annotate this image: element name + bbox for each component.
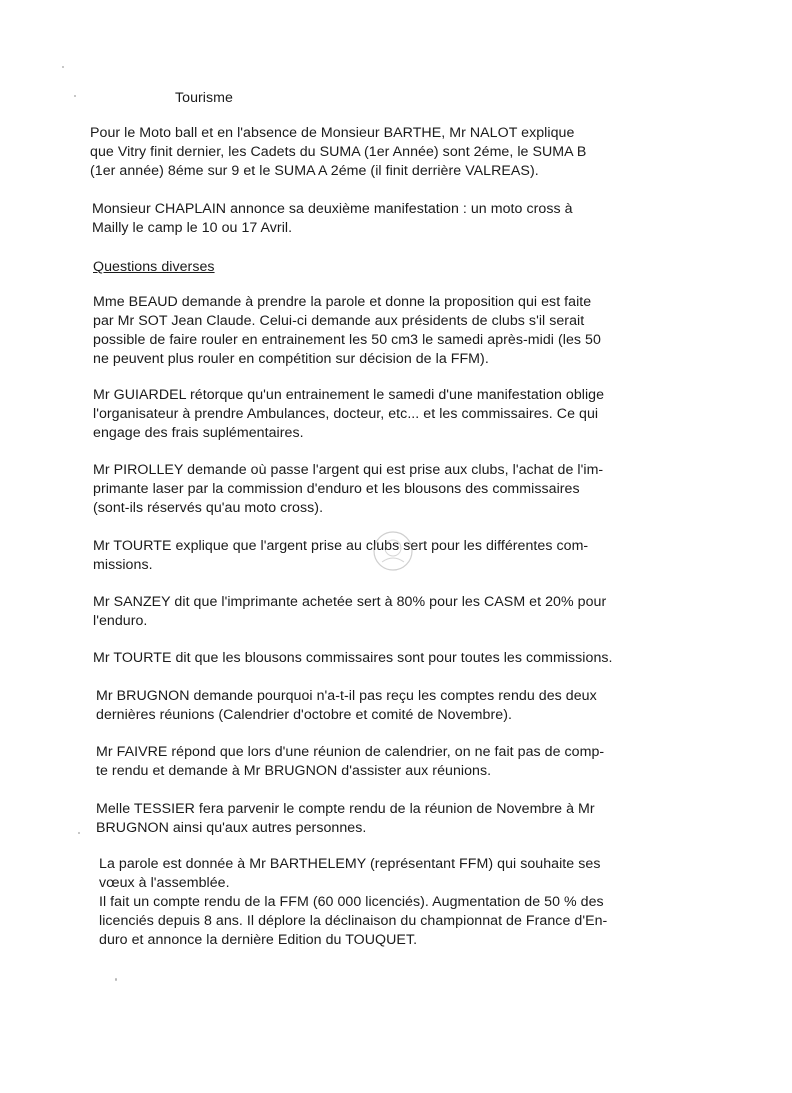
scan-speck [62,66,64,68]
paragraph-moto-ball-line: Pour le Moto ball et en l'absence de Monsieur BARTHE, Mr NALOT explique [90,125,575,141]
paragraph-brugnon-line: Mr BRUGNON demande pourquoi n'a-t-il pas reçu les comptes rendu des deux [96,688,597,704]
paragraph-tourte-blousons-line: Mr TOURTE dit que les blousons commissaires sont pour toutes les commissions. [93,650,613,666]
paragraph-barthelemy-line: La parole est donnée à Mr BARTHELEMY (représentant FFM) qui souhaite ses [99,856,601,872]
scan-speck [74,95,76,97]
paragraph-guiardel-line: l'organisateur à prendre Ambulances, docteur, etc... et les commissaires. Ce qui [93,406,599,422]
paragraph-beaud-line: Mme BEAUD demande à prendre la parole et donne la proposition qui est faite [93,294,592,310]
paragraph-guiardel-line: engage des frais suplémentaires. [93,425,304,441]
paragraph-tourte-line: Mr TOURTE explique que l'argent prise au clubs sert pour les différentes com- [93,538,589,554]
scan-speck [115,978,117,981]
paragraph-chaplain-line: Monsieur CHAPLAIN annonce sa deuxième manifestation : un moto cross à [92,201,573,217]
watermark-stamp-icon [370,528,416,574]
paragraph-sanzey-line: l'enduro. [93,613,148,629]
paragraph-brugnon-line: dernières réunions (Calendrier d'octobre et comité de Novembre). [96,707,512,723]
paragraph-moto-ball-line: (1er année) 8éme sur 9 et le SUMA A 2éme (il finit derrière VALREAS). [90,163,539,179]
paragraph-moto-ball-line: que Vitry finit dernier, les Cadets du SUMA (1er Année) sont 2éme, le SUMA B [90,144,587,160]
section-title: Tourisme [175,90,233,106]
paragraph-barthelemy-line: Il fait un compte rendu de la FFM (60 000 licenciés). Augmentation de 50 % des [99,894,604,910]
paragraph-pirolley-line: primante laser par la commission d'enduro et les blousons des commissaires [93,481,580,497]
paragraph-chaplain-line: Mailly le camp le 10 ou 17 Avril. [92,220,293,236]
paragraph-pirolley-line: Mr PIROLLEY demande où passe l'argent qui est prise aux clubs, l'achat de l'im- [93,462,604,478]
paragraph-beaud-line: possible de faire rouler en entrainement les 50 cm3 le samedi après-midi (les 50 [93,332,601,348]
paragraph-barthelemy-line: licenciés depuis 8 ans. Il déplore la déclinaison du championnat de France d'En- [99,913,608,929]
paragraph-faivre-line: Mr FAIVRE répond que lors d'une réunion de calendrier, on ne fait pas de comp- [96,744,605,760]
paragraph-tourte-line: missions. [93,557,153,573]
paragraph-barthelemy-line: duro et annonce la dernière Edition du TOUQUET. [99,932,418,948]
section-heading-questions: Questions diverses [93,259,215,275]
scan-speck [78,832,80,834]
paragraph-sanzey-line: Mr SANZEY dit que l'imprimante achetée sert à 80% pour les CASM et 20% pour [93,594,607,610]
paragraph-faivre-line: te rendu et demande à Mr BRUGNON d'assister aux réunions. [96,763,492,779]
paragraph-beaud-line: par Mr SOT Jean Claude. Celui-ci demande aux présidents de clubs s'il serait [93,313,585,329]
paragraph-pirolley-line: (sont-ils réservés qu'au moto cross). [93,500,324,516]
paragraph-barthelemy-line: vœux à l'assemblée. [99,875,230,891]
paragraph-tessier-line: BRUGNON ainsi qu'aux autres personnes. [96,820,367,836]
paragraph-beaud-line: ne peuvent plus rouler en compétition sur décision de la FFM). [93,351,489,367]
paragraph-tessier-line: Melle TESSIER fera parvenir le compte rendu de la réunion de Novembre à Mr [96,801,595,817]
paragraph-guiardel-line: Mr GUIARDEL rétorque qu'un entrainement le samedi d'une manifestation oblige [93,387,605,403]
